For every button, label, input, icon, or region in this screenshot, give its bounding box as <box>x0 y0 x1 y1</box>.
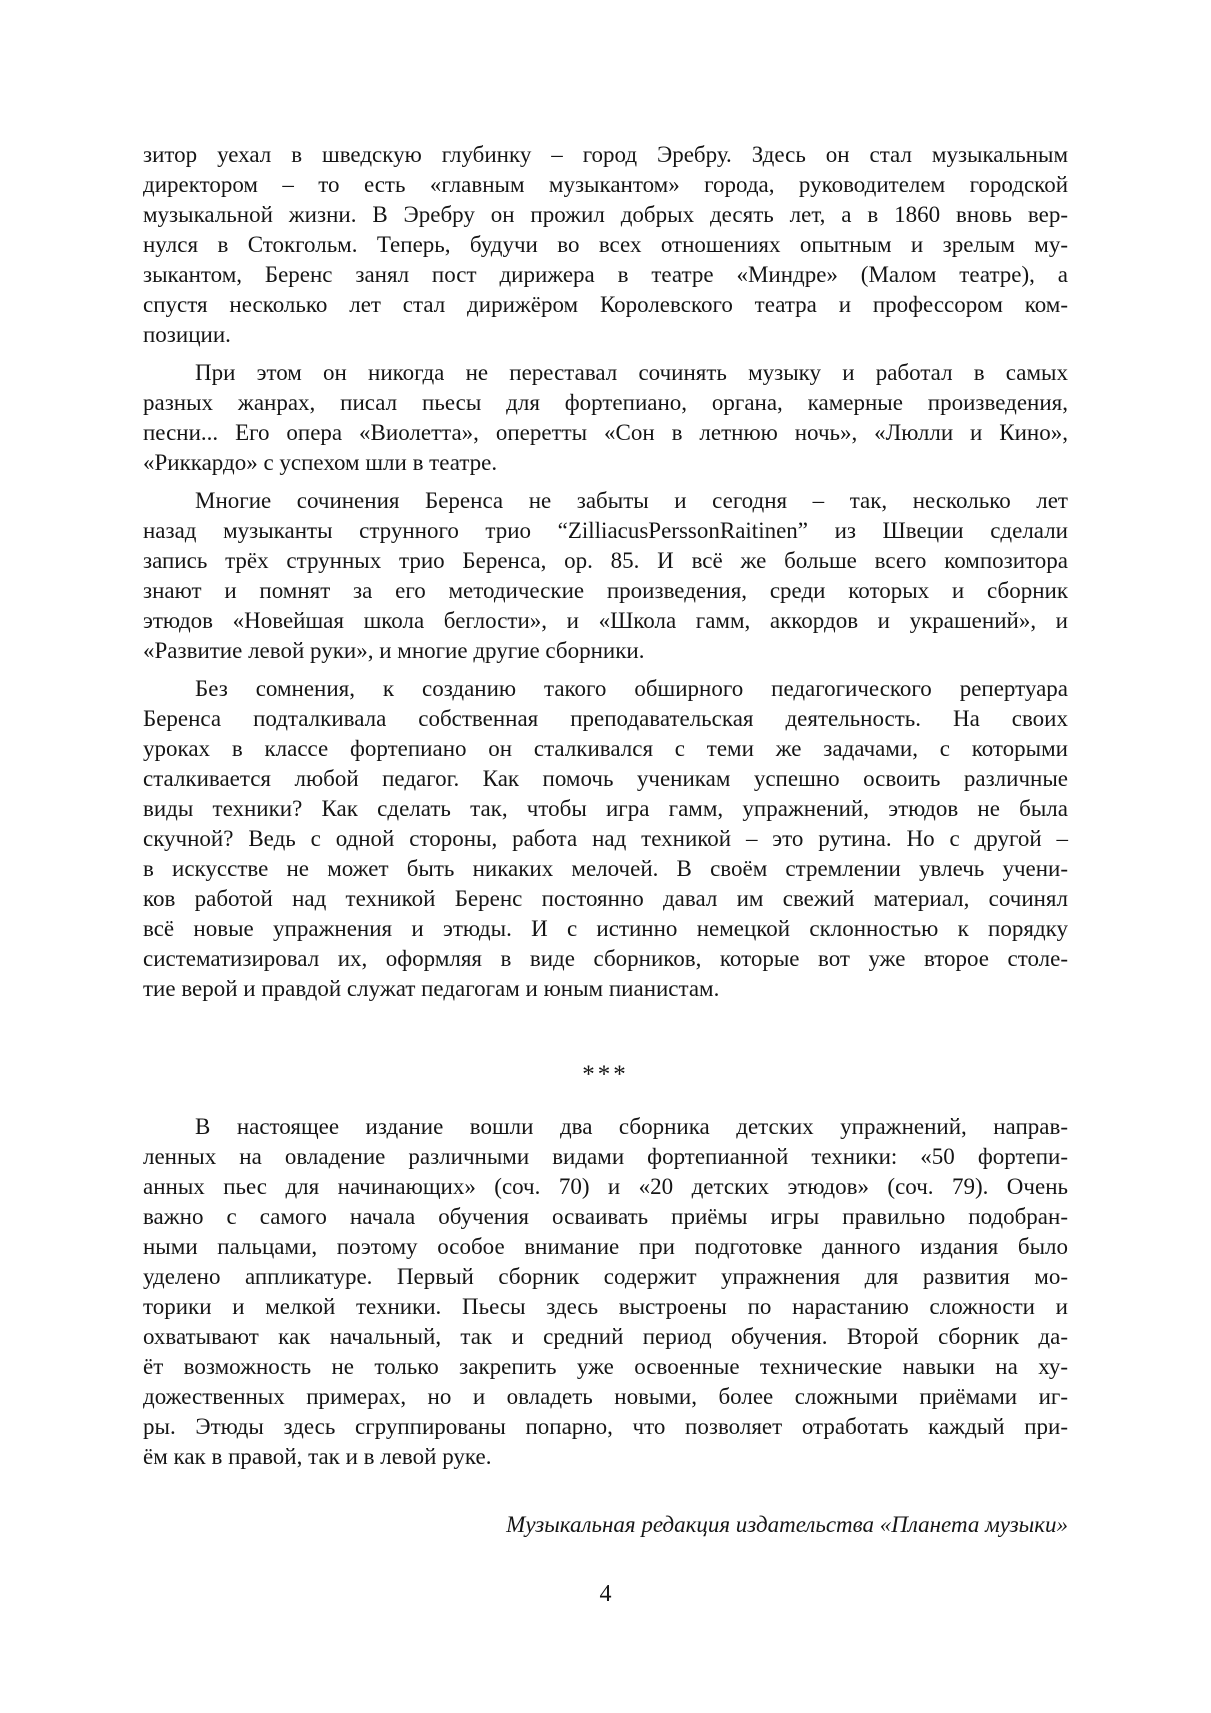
text-line: ём как в правой, так и в левой руке. <box>143 1444 492 1469</box>
text-line: скучной? Ведь с одной стороны, работа над техникой – это рутина. Но с другой – <box>143 826 1068 851</box>
text-line: уроках в классе фортепиано он сталкивался с теми же задачами, с которыми <box>143 736 1068 761</box>
text-line: охватывают как начальный, так и средний период обучения. Второй сборник да- <box>143 1324 1068 1349</box>
text-line: виды техники? Как сделать так, чтобы игра гамм, упражнений, этюдов не была <box>143 796 1068 821</box>
paragraph <box>143 358 1068 478</box>
page-number: 4 <box>599 1581 612 1607</box>
text-line: песни... Его опера «Виолетта», оперетты «Сон в летнюю ночь», «Люлли и Кино», <box>143 420 1068 445</box>
text-line: Без сомнения, к созданию такого обширного педагогического репертуара <box>195 676 1068 701</box>
text-line: зыкантом, Беренс занял пост дирижера в театре «Миндре» (Малом театре), а <box>143 262 1068 287</box>
paragraph <box>143 140 1068 350</box>
paragraph <box>143 1112 1068 1472</box>
text-line: всё новые упражнения и этюды. И с истинно немецкой склонностью к порядку <box>143 916 1068 941</box>
text-line: ры. Этюды здесь сгруппированы попарно, что позволяет отработать каждый при- <box>143 1414 1068 1439</box>
text-line: ными пальцами, поэтому особое внимание при подготовке данного издания было <box>143 1234 1068 1259</box>
text-line: систематизировал их, оформляя в виде сборников, которые вот уже второе столе- <box>143 946 1068 971</box>
text-line: Беренса подталкивала собственная преподавательская деятельность. На своих <box>143 706 1068 731</box>
text-line: торики и мелкой техники. Пьесы здесь выстроены по нарастанию сложности и <box>143 1294 1068 1319</box>
text-line: дожественных примерах, но и овладеть новыми, более сложными приёмами иг- <box>143 1384 1068 1409</box>
text-line: в искусстве не может быть никаких мелочей. В своём стремлении увлечь учени- <box>143 856 1068 881</box>
paragraph <box>143 486 1068 666</box>
paragraph <box>143 674 1068 1004</box>
body-text-block <box>143 140 1068 1540</box>
text-line: этюдов «Новейшая школа беглости», и «Школа гамм, аккордов и украшений», и <box>143 608 1068 633</box>
asterisk-separator: *** <box>582 1061 629 1088</box>
paragraph-group-after-separator <box>143 1112 1068 1472</box>
text-line: знают и помнят за его методические произведения, среди которых и сборник <box>143 578 1068 603</box>
text-line: запись трёх струнных трио Беренса, ор. 85. И всё же больше всего композитора <box>143 548 1068 573</box>
text-line: зитор уехал в шведскую глубинку – город Эребру. Здесь он стал музыкальным <box>143 142 1068 167</box>
paragraph-group-before-separator <box>143 140 1068 1004</box>
text-line: ёт возможность не только закрепить уже освоенные технические навыки на ху- <box>143 1354 1068 1379</box>
text-line: анных пьес для начинающих» (соч. 70) и «20 детских этюдов» (соч. 79). Очень <box>143 1174 1068 1199</box>
text-line: Многие сочинения Беренса не забыты и сегодня – так, несколько лет <box>195 488 1068 513</box>
text-line: сталкивается любой педагог. Как помочь ученикам успешно освоить различные <box>143 766 1068 791</box>
text-line: тие верой и правдой служат педагогам и юным пианистам. <box>143 976 720 1001</box>
text-line: уделено аппликатуре. Первый сборник содержит упражнения для развития мо- <box>143 1264 1068 1289</box>
text-line: нулся в Стокгольм. Теперь, будучи во всех отношениях опытным и зрелым му- <box>143 232 1068 257</box>
text-line: важно с самого начала обучения осваивать приёмы игры правильно подобран- <box>143 1204 1068 1229</box>
text-line: При этом он никогда не переставал сочинять музыку и работал в самых <box>195 360 1068 385</box>
text-line: назад музыканты струнного трио “ZilliacusPerssonRaitinen” из Швеции сделали <box>143 518 1068 543</box>
text-line: В настоящее издание вошли два сборника детских упражнений, направ- <box>195 1114 1068 1139</box>
text-line: ленных на овладение различными видами фортепианной техники: «50 фортепи- <box>143 1144 1068 1169</box>
text-line: «Риккардо» с успехом шли в театре. <box>143 450 498 475</box>
text-line: «Развитие левой руки», и многие другие сборники. <box>143 638 645 663</box>
text-line: разных жанрах, писал пьесы для фортепиано, органа, камерные произведения, <box>143 390 1068 415</box>
text-line: спустя несколько лет стал дирижёром Королевского театра и профессором ком- <box>143 292 1068 317</box>
text-line: позиции. <box>143 322 231 347</box>
text-line: музыкальной жизни. В Эребру он прожил добрых десять лет, а в 1860 вновь вер- <box>143 202 1068 227</box>
editorial-attribution: Музыкальная редакция издательства «Планета музыки» <box>506 1512 1068 1537</box>
text-line: ков работой над техникой Беренс постоянно давал им свежий материал, сочинял <box>143 886 1068 911</box>
text-line: директором – то есть «главным музыкантом» города, руководителем городской <box>143 172 1068 197</box>
